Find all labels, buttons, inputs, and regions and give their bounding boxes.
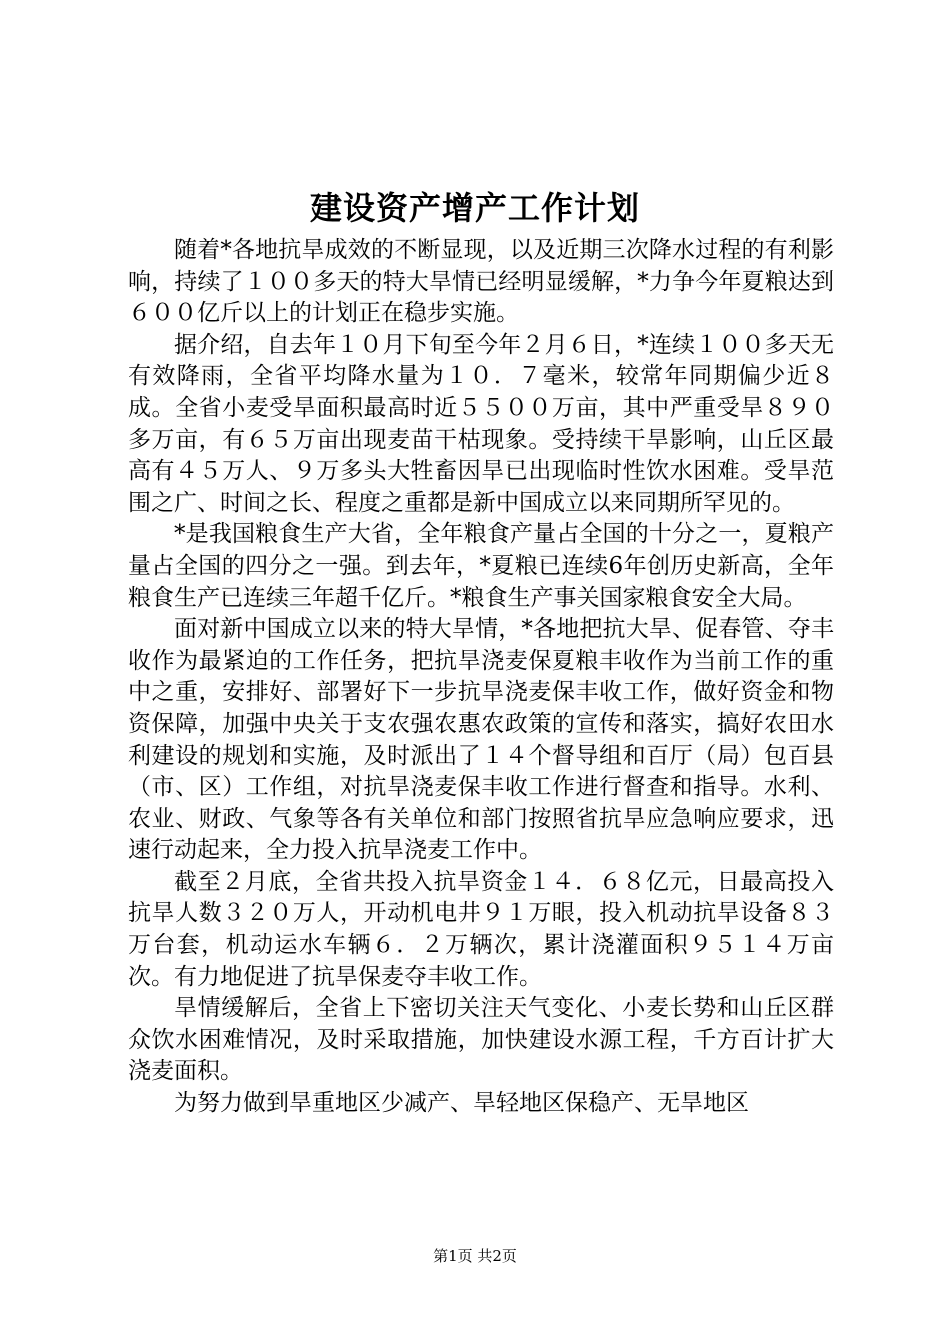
document-title: 建设资产增产工作计划: [309, 189, 640, 227]
document-body: [128, 235, 834, 1120]
paragraph-5: 截至２月底，全省共投入抗旱资金１４．６８亿元，日最高投入抗旱人数３２０万人，开动机电井９１万眼，投入机动抗旱设备８３万台套，机动运水车辆６．２万辆次，累计浇灌面积９５１４万亩次。有力地促进了抗旱保麦夺丰收工作。: [128, 868, 834, 990]
paragraph-1: 随着*各地抗旱成效的不断显现，以及近期三次降水过程的有利影响，持续了１００多天的特大旱情已经明显缓解，*力争今年夏粮达到６００亿斤以上的计划正在稳步实施。: [128, 237, 834, 327]
paragraph-3: *是我国粮食生产大省，全年粮食产量占全国的十分之一，夏粮产量占全国的四分之一强。到去年，*夏粮已连续6年创历史新高，全年粮食生产已连续三年超千亿斤。*粮食生产事关国家粮食安全大局。: [128, 521, 834, 611]
paragraph-7: 为努力做到旱重地区少减产、旱轻地区保稳产、无旱地区: [174, 1090, 749, 1117]
paragraph-4: 面对新中国成立以来的特大旱情，*各地把抗大旱、促春管、夺丰收作为最紧迫的工作任务，把抗旱浇麦保夏粮丰收作为当前工作的重中之重，安排好、部署好下一步抗旱浇麦保丰收工作，做好资金和物资保障，加强中央关于支农强农惠农政策的宣传和落实，搞好农田水利建设的规划和实施，及时派出了１４个督导组和百厅（局）包百县（市、区）工作组，对抗旱浇麦保丰收工作进行督查和指导。水利、农业、财政、气象等各有关单位和部门按照省抗旱应急响应要求，迅速行动起来，全力投入抗旱浇麦工作中。: [128, 616, 834, 864]
page-footer: 第1页 共2页: [433, 1247, 517, 1265]
paragraph-6: 旱情缓解后，全省上下密切关注天气变化、小麦长势和山丘区群众饮水困难情况，及时采取措施，加快建设水源工程，千方百计扩大浇麦面积。: [128, 995, 834, 1085]
paragraph-2: 据介绍，自去年１０月下旬至今年２月６日，*连续１００多天无有效降雨，全省平均降水量为１０．７毫米，较常年同期偏少近８成。全省小麦受旱面积最高时近５５００万亩，其中严重受旱８９０多万亩，有６５万亩出现麦苗干枯现象。受持续干旱影响，山丘区最高有４５万人、９万多头大牲畜因旱已出现临时性饮水困难。受旱范围之广、时间之长、程度之重都是新中国成立以来同期所罕见的。: [128, 331, 834, 516]
